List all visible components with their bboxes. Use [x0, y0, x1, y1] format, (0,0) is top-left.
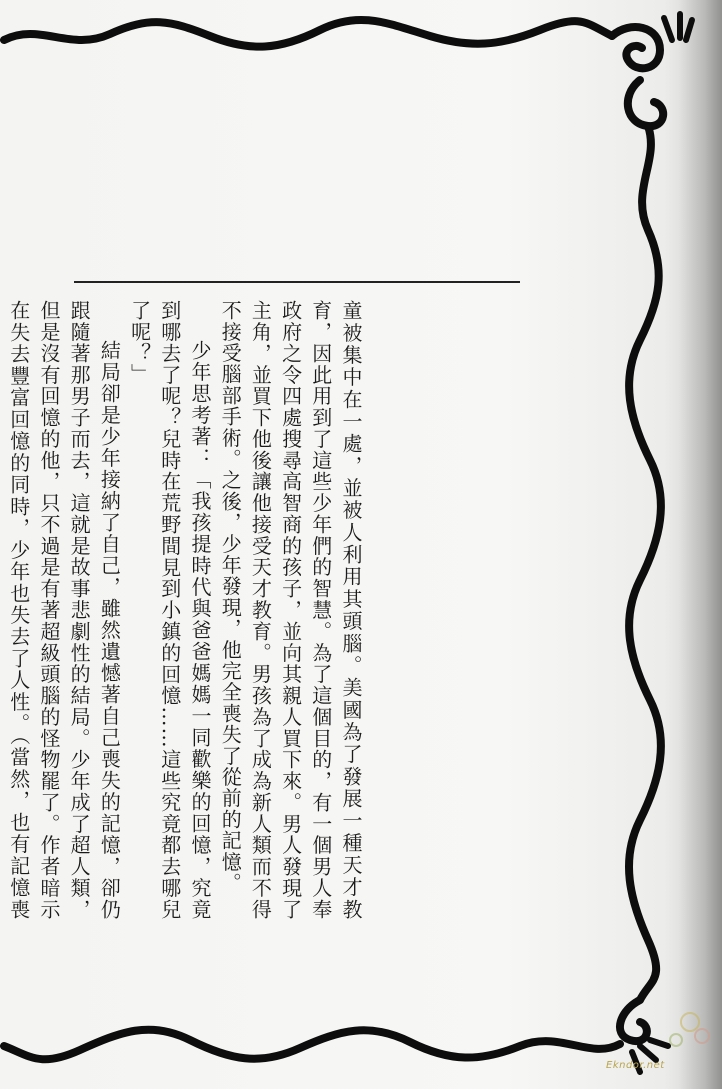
paragraph: 結局卻是少年接納了自己，雖然遺憾著自己喪失的記憶，卻仍跟隨著那男子而去，這就是故事悲劇性的結局。少年成了超人類，但是沒有回憶的他，只不過是有著超級頭腦的怪物罷了。作者暗示在失去豐富回憶的同時，少年也失去了人性。（當然，也有記憶喪	[6, 300, 122, 920]
frame-corner-ornament-bottom	[620, 1000, 647, 1041]
paragraph: 童被集中在一處，並被人利用其頭腦。美國為了發展一種天才教育，因此用到了這些少年們的智慧。為了這個目的，有一個男人奉政府之令四處搜尋高智商的孩子，並向其親人買下來。男人發現了主角，並買下他後讓他接受天才教育。男孩為了成為新人類而不得不接受腦部手術。之後，少年發現，他完全喪失了從前的記憶。	[218, 300, 363, 920]
frame-corner-ornament-top	[612, 27, 660, 68]
frame-fleur-top	[664, 14, 692, 40]
frame-right-border	[629, 126, 661, 1000]
horizontal-rule	[74, 281, 520, 283]
paragraph: 少年思考著：「我孩提時代與爸爸媽媽一同歡樂的回憶，究竟到哪去了呢？兒時在荒野間見到小鎮的回憶……這些究竟都去哪兒了呢？」	[127, 300, 212, 920]
frame-top-border	[4, 20, 612, 47]
watermark-flowers	[670, 1013, 709, 1046]
frame-bottom-border	[4, 1030, 620, 1060]
frame-scroll-right-top	[628, 80, 663, 126]
site-watermark: Ekndor.net	[606, 1060, 665, 1071]
body-text	[0, 300, 366, 920]
